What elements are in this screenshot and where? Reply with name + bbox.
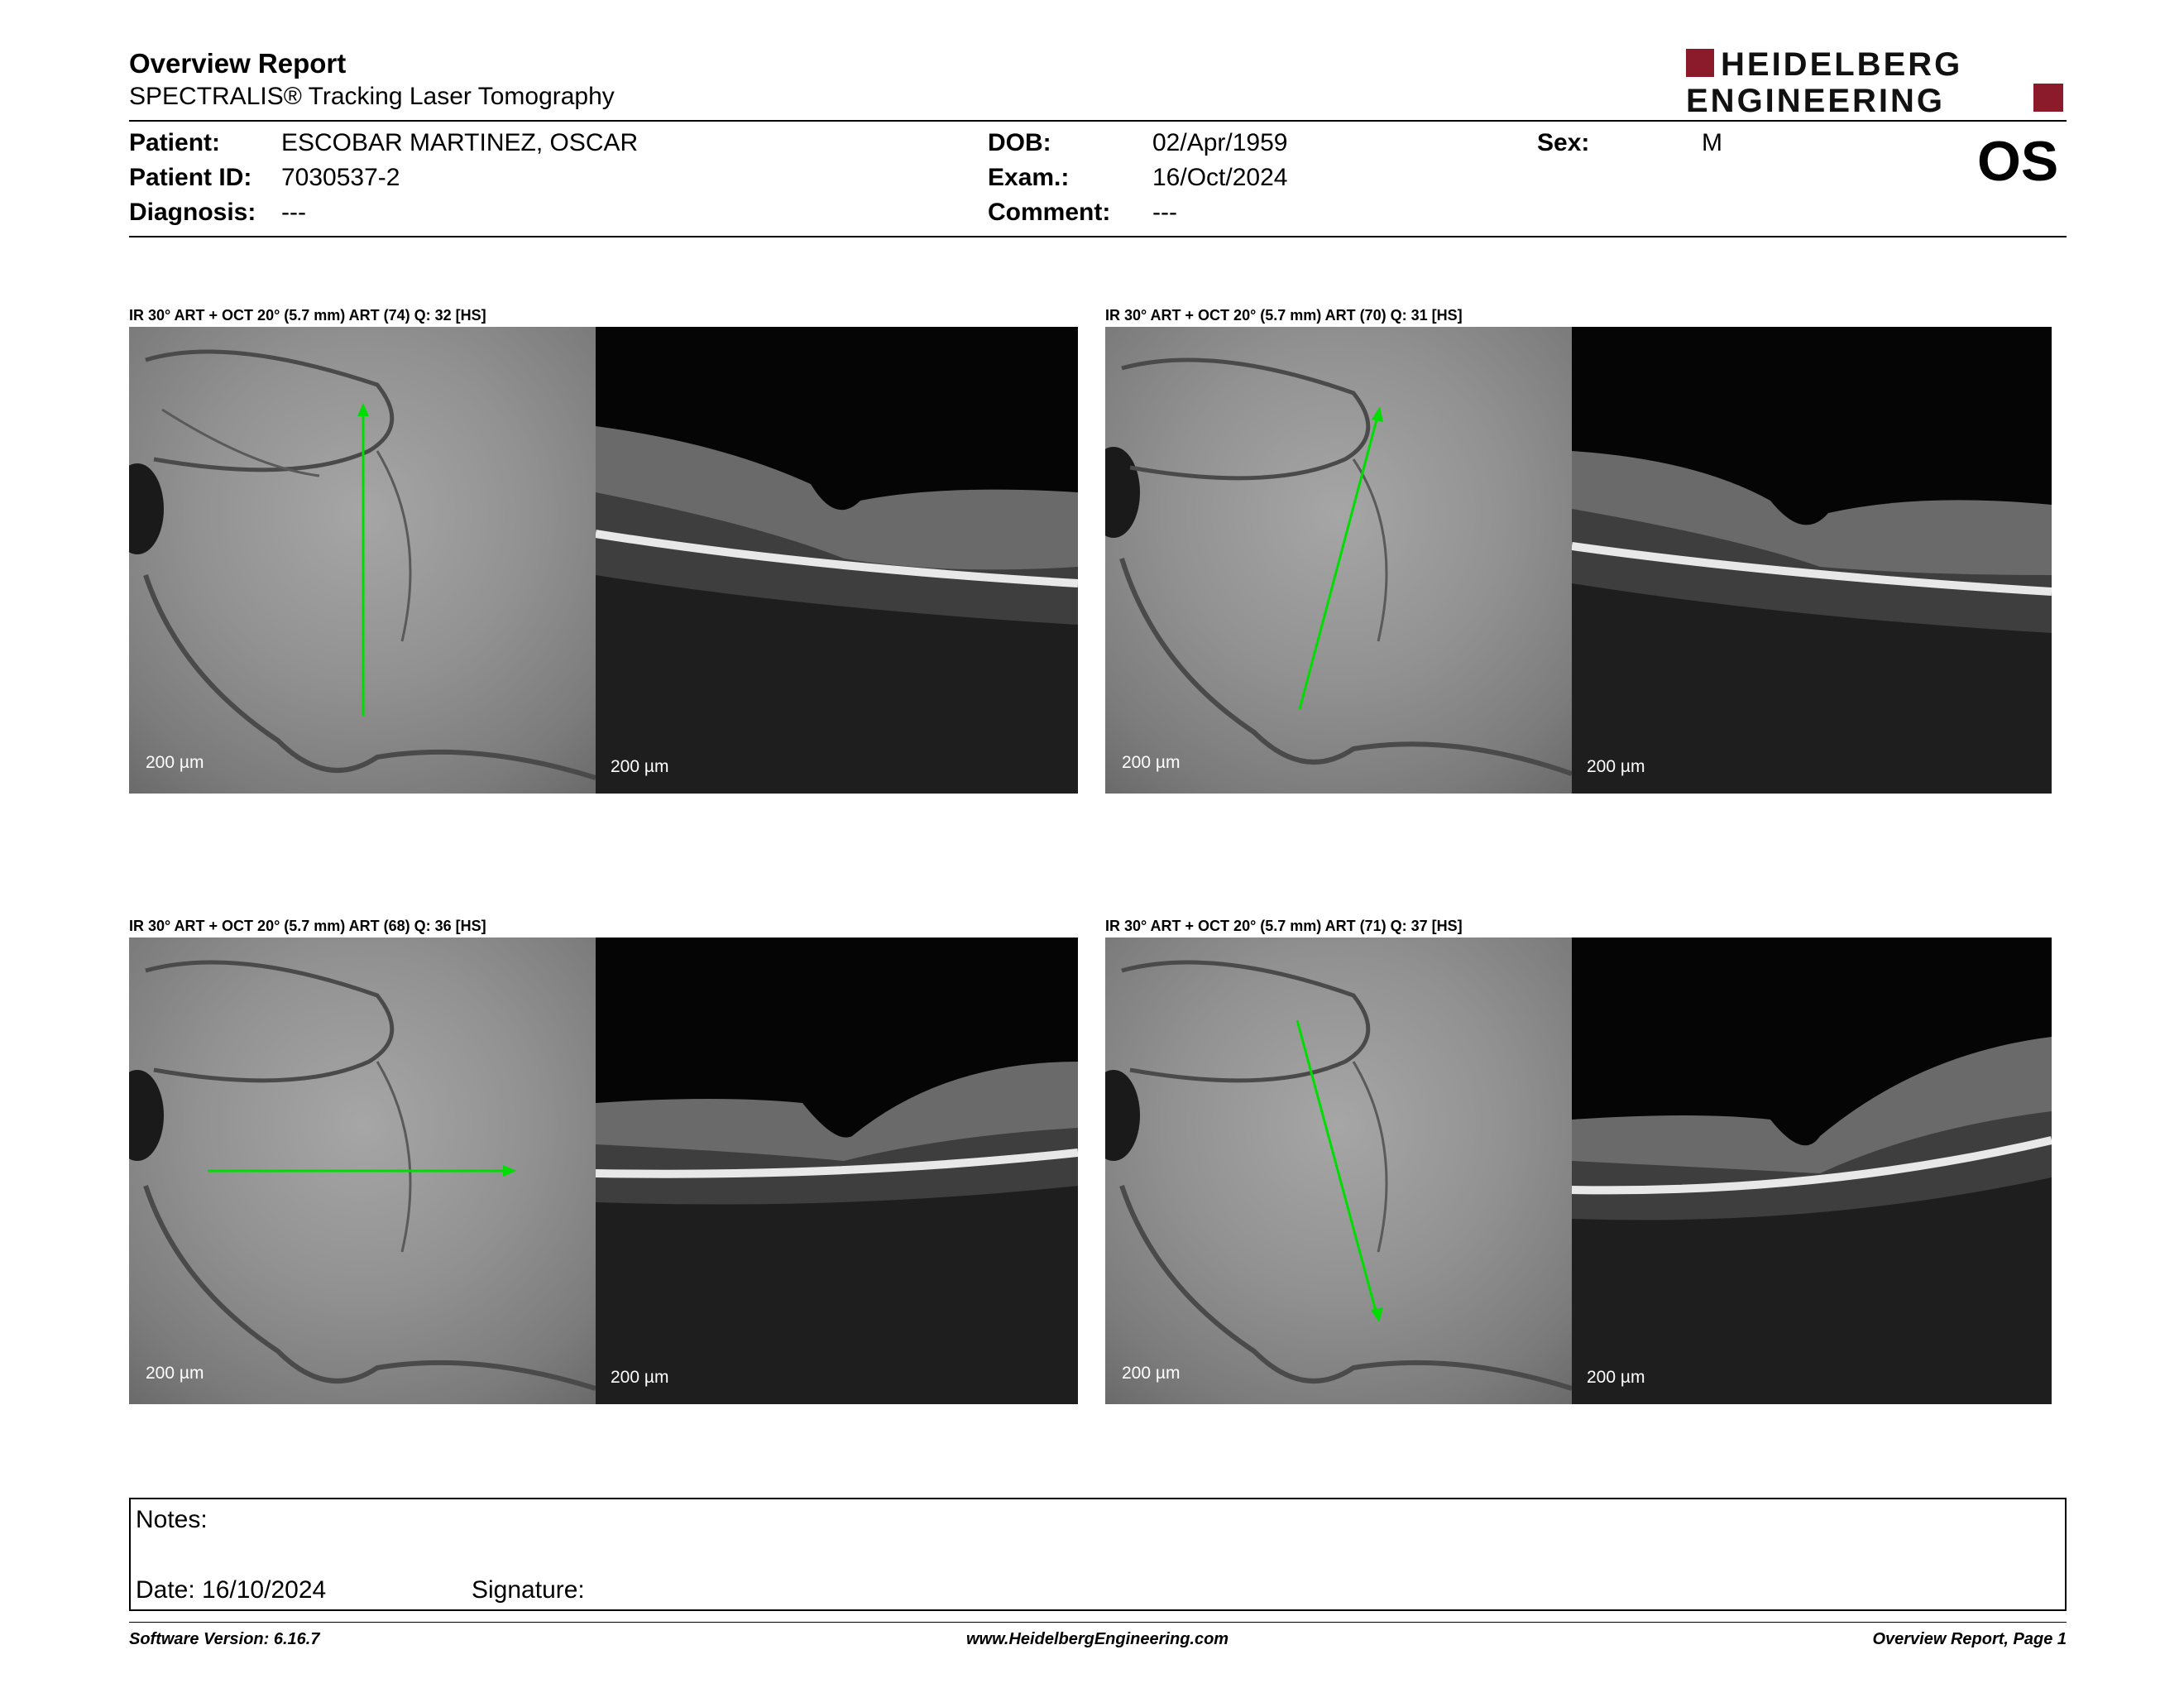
scan-panel-1	[129, 327, 1078, 794]
fundus-scale-2: 200 µm	[1122, 753, 1181, 772]
sex-label: Sex:	[1537, 129, 1590, 156]
header-divider	[129, 120, 2067, 122]
patient-name: ESCOBAR MARTINEZ, OSCAR	[281, 129, 639, 156]
fundus-scale-1: 200 µm	[146, 753, 204, 772]
signature-label: Signature:	[472, 1576, 585, 1604]
date-label: Date: 16/10/2024	[136, 1576, 327, 1604]
exam-value: 16/Oct/2024	[1152, 164, 1288, 191]
diagnosis-value: ---	[281, 199, 306, 226]
fundus-scale-4: 200 µm	[1122, 1364, 1181, 1383]
footer-divider	[129, 1622, 2067, 1623]
exam-label: Exam.:	[988, 164, 1070, 191]
diagnosis-label: Diagnosis:	[129, 199, 256, 226]
patient-id-value: 7030537-2	[281, 164, 400, 191]
scan-panel-4	[1105, 938, 2052, 1404]
scan-panel-2	[1105, 327, 2052, 794]
patient-divider	[129, 236, 2067, 237]
logo-line1: HEIDELBERG	[1721, 46, 1963, 83]
software-version: Software Version: 6.16.7	[129, 1630, 320, 1648]
notes-box[interactable]	[129, 1498, 2067, 1611]
patient-label: Patient:	[129, 129, 221, 156]
patient-id-label: Patient ID:	[129, 164, 252, 191]
page-number: Overview Report, Page 1	[1872, 1630, 2067, 1648]
comment-label: Comment:	[988, 199, 1111, 226]
notes-label: Notes:	[136, 1506, 208, 1533]
website-link[interactable]: www.HeidelbergEngineering.com	[966, 1630, 1229, 1648]
fundus-image-2	[1105, 327, 1572, 794]
panel-4-title: IR 30° ART + OCT 20° (5.7 mm) ART (71) Q: 37 [HS]	[1105, 918, 1463, 934]
oct-bscan-2	[1572, 327, 2052, 794]
dob-value: 02/Apr/1959	[1152, 129, 1288, 156]
report-title: Overview Report	[129, 48, 347, 79]
panel-1-title: IR 30° ART + OCT 20° (5.7 mm) ART (74) Q: 32 [HS]	[129, 307, 486, 324]
oct-bscan-3	[596, 938, 1078, 1404]
oct-bscan-1	[596, 327, 1078, 794]
oct-scale-2: 200 µm	[1587, 757, 1645, 776]
panel-2-title: IR 30° ART + OCT 20° (5.7 mm) ART (70) Q: 31 [HS]	[1105, 307, 1463, 324]
panel-3-title: IR 30° ART + OCT 20° (5.7 mm) ART (68) Q: 36 [HS]	[129, 918, 486, 934]
sex-value: M	[1702, 129, 1722, 156]
scan-panel-3	[129, 938, 1078, 1404]
oct-scale-4: 200 µm	[1587, 1368, 1645, 1387]
logo-line2: ENGINEERING	[1686, 83, 1946, 117]
oct-scale-3: 200 µm	[611, 1368, 669, 1387]
dob-label: DOB:	[988, 129, 1051, 156]
eye-indicator: OS	[1977, 130, 2059, 193]
oct-bscan-4	[1572, 938, 2052, 1404]
fundus-image-4	[1105, 938, 1572, 1404]
fundus-image-1	[129, 327, 596, 794]
scan-line-2	[1300, 414, 1378, 709]
fundus-scale-3: 200 µm	[146, 1364, 204, 1383]
oct-scale-1: 200 µm	[611, 757, 669, 776]
fundus-image-3	[129, 938, 596, 1404]
heidelberg-logo	[1686, 46, 2067, 117]
comment-value: ---	[1152, 199, 1177, 226]
report-subtitle: SPECTRALIS® Tracking Laser Tomography	[129, 83, 615, 110]
